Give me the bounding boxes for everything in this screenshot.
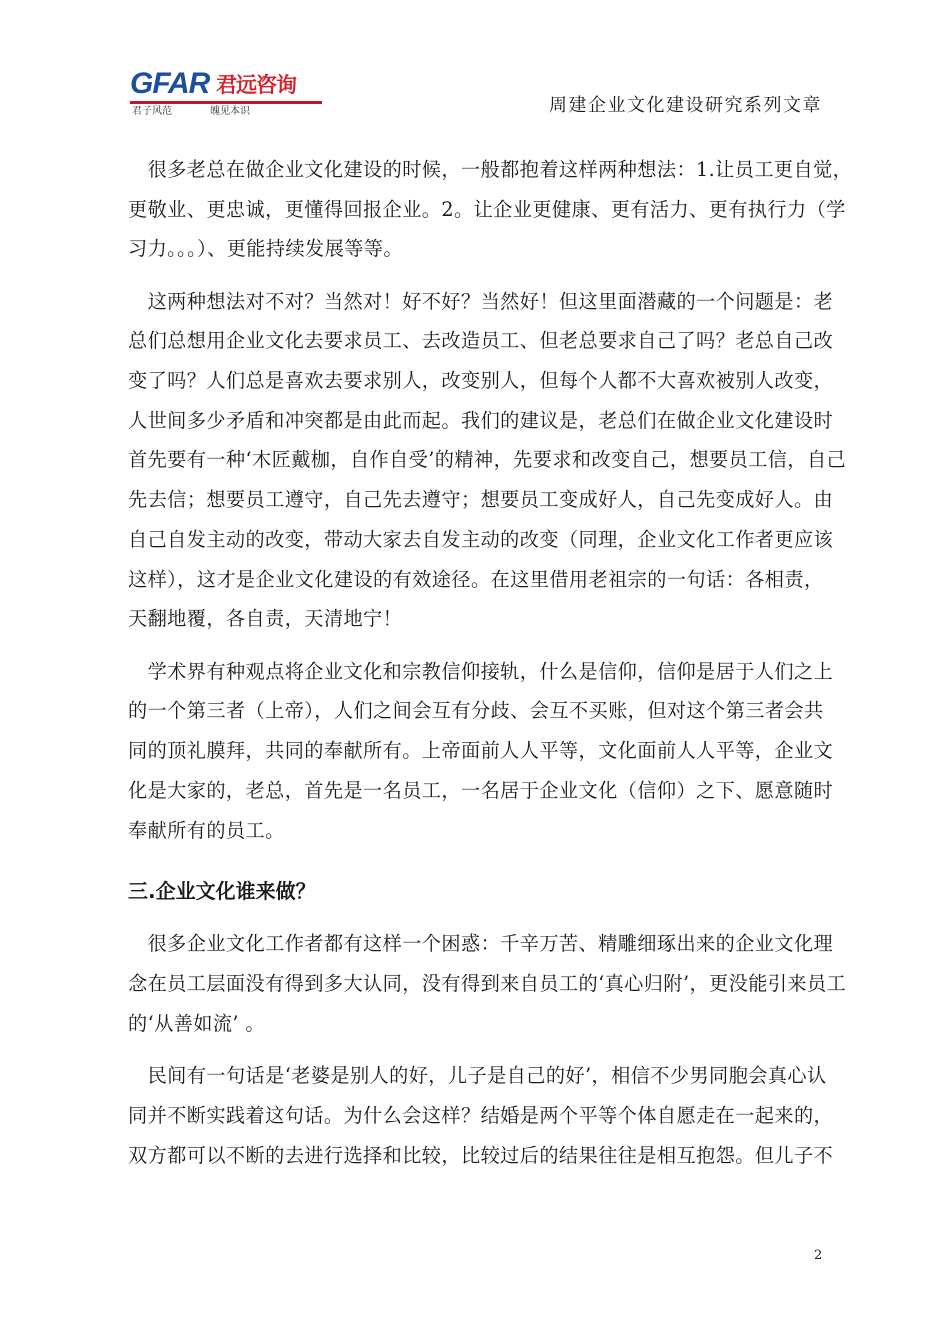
company-logo <box>130 68 322 120</box>
logo-divider <box>130 101 322 104</box>
paragraph-5-line: 同并不断实践着这句话。为什么会这样？结婚是两个平等个体自愿走在一起来的， <box>128 1104 834 1127</box>
paragraph-4-line: 念在员工层面没有得到多大认同，没有得到来自员工的‘真心归附’，更没能引来员工 <box>128 972 847 995</box>
header-title: 周建企业文化建设研究系列文章 <box>549 95 822 116</box>
paragraph-3-line: 学术界有种观点将企业文化和宗教信仰接轨，什么是信仰，信仰是居于人们之上 <box>128 660 834 683</box>
paragraph-1-line: 很多老总在做企业文化建设的时候，一般都抱着这样两种想法：1.让员工更自觉， <box>128 158 853 181</box>
paragraph-2-line: 变了吗？人们总是喜欢去要求别人，改变别人，但每个人都不大喜欢被别人改变， <box>128 369 834 392</box>
page-number: 2 <box>814 1248 823 1263</box>
paragraph-1-line: 更敬业、更忠诚，更懂得回报企业。2。让企业更健康、更有活力、更有执行力（学 <box>128 198 846 221</box>
paragraph-2-line: 这样），这才是企业文化建设的有效途径。在这里借用老祖宗的一句话：各相责， <box>128 568 824 591</box>
paragraph-2-line: 自己自发主动的改变，带动大家去自发主动的改变（同理，企业文化工作者更应该 <box>128 528 834 551</box>
paragraph-5-line: 民间有一句话是‘老婆是别人的好，儿子是自己的好’，相信不少男同胞会真心认 <box>128 1064 827 1087</box>
logo-slogan-1: 君子风范 <box>132 106 172 117</box>
paragraph-2-line: 首先要有一种‘木匠戴枷，自作自受’的精神，先要求和改变自己，想要员工信，自己 <box>128 448 847 471</box>
paragraph-4-line: 的‘从善如流’ 。 <box>128 1012 266 1035</box>
logo-cn: 君远咨询 <box>216 73 296 97</box>
logo-slogan <box>132 106 288 118</box>
paragraph-5-line: 双方都可以不断的去进行选择和比较，比较过后的结果往往是相互抱怨。但儿子不 <box>128 1144 834 1167</box>
paragraph-3-line: 奉献所有的员工。 <box>128 819 285 842</box>
section-heading: 三.企业文化谁来做？ <box>128 879 316 903</box>
paragraph-3-line: 化是大家的，老总，首先是一名员工，一名居于企业文化（信仰）之下、愿意随时 <box>128 779 834 802</box>
paragraph-2-line: 这两种想法对不对？当然对！好不好？当然好！但这里面潜藏的一个问题是：老 <box>128 290 834 313</box>
logo-slogan-2: 魄见本识 <box>210 106 250 117</box>
paragraph-4-line: 很多企业文化工作者都有这样一个困惑：千辛万苦、精雕细琢出来的企业文化理 <box>128 932 834 955</box>
paragraph-2-line: 先去信；想要员工遵守，自己先去遵守；想要员工变成好人，自己先变成好人。由 <box>128 488 834 511</box>
paragraph-3-line: 的一个第三者（上帝），人们之间会互有分歧、会互不买账，但对这个第三者会共 <box>128 699 824 722</box>
paragraph-2-line: 人世间多少矛盾和冲突都是由此而起。我们的建议是，老总们在做企业文化建设时 <box>128 409 834 432</box>
paragraph-1-line: 习力。。。）、更能持续发展等等。 <box>128 237 403 260</box>
paragraph-3-line: 同的顶礼膜拜，共同的奉献所有。上帝面前人人平等，文化面前人人平等，企业文 <box>128 739 834 762</box>
logo-en: GFAR <box>130 67 210 100</box>
paragraph-2-line: 天翻地覆，各自责，天清地宁！ <box>128 607 403 630</box>
paragraph-2-line: 总们总想用企业文化去要求员工、去改造员工、但老总要求自己了吗？老总自己改 <box>128 329 834 352</box>
